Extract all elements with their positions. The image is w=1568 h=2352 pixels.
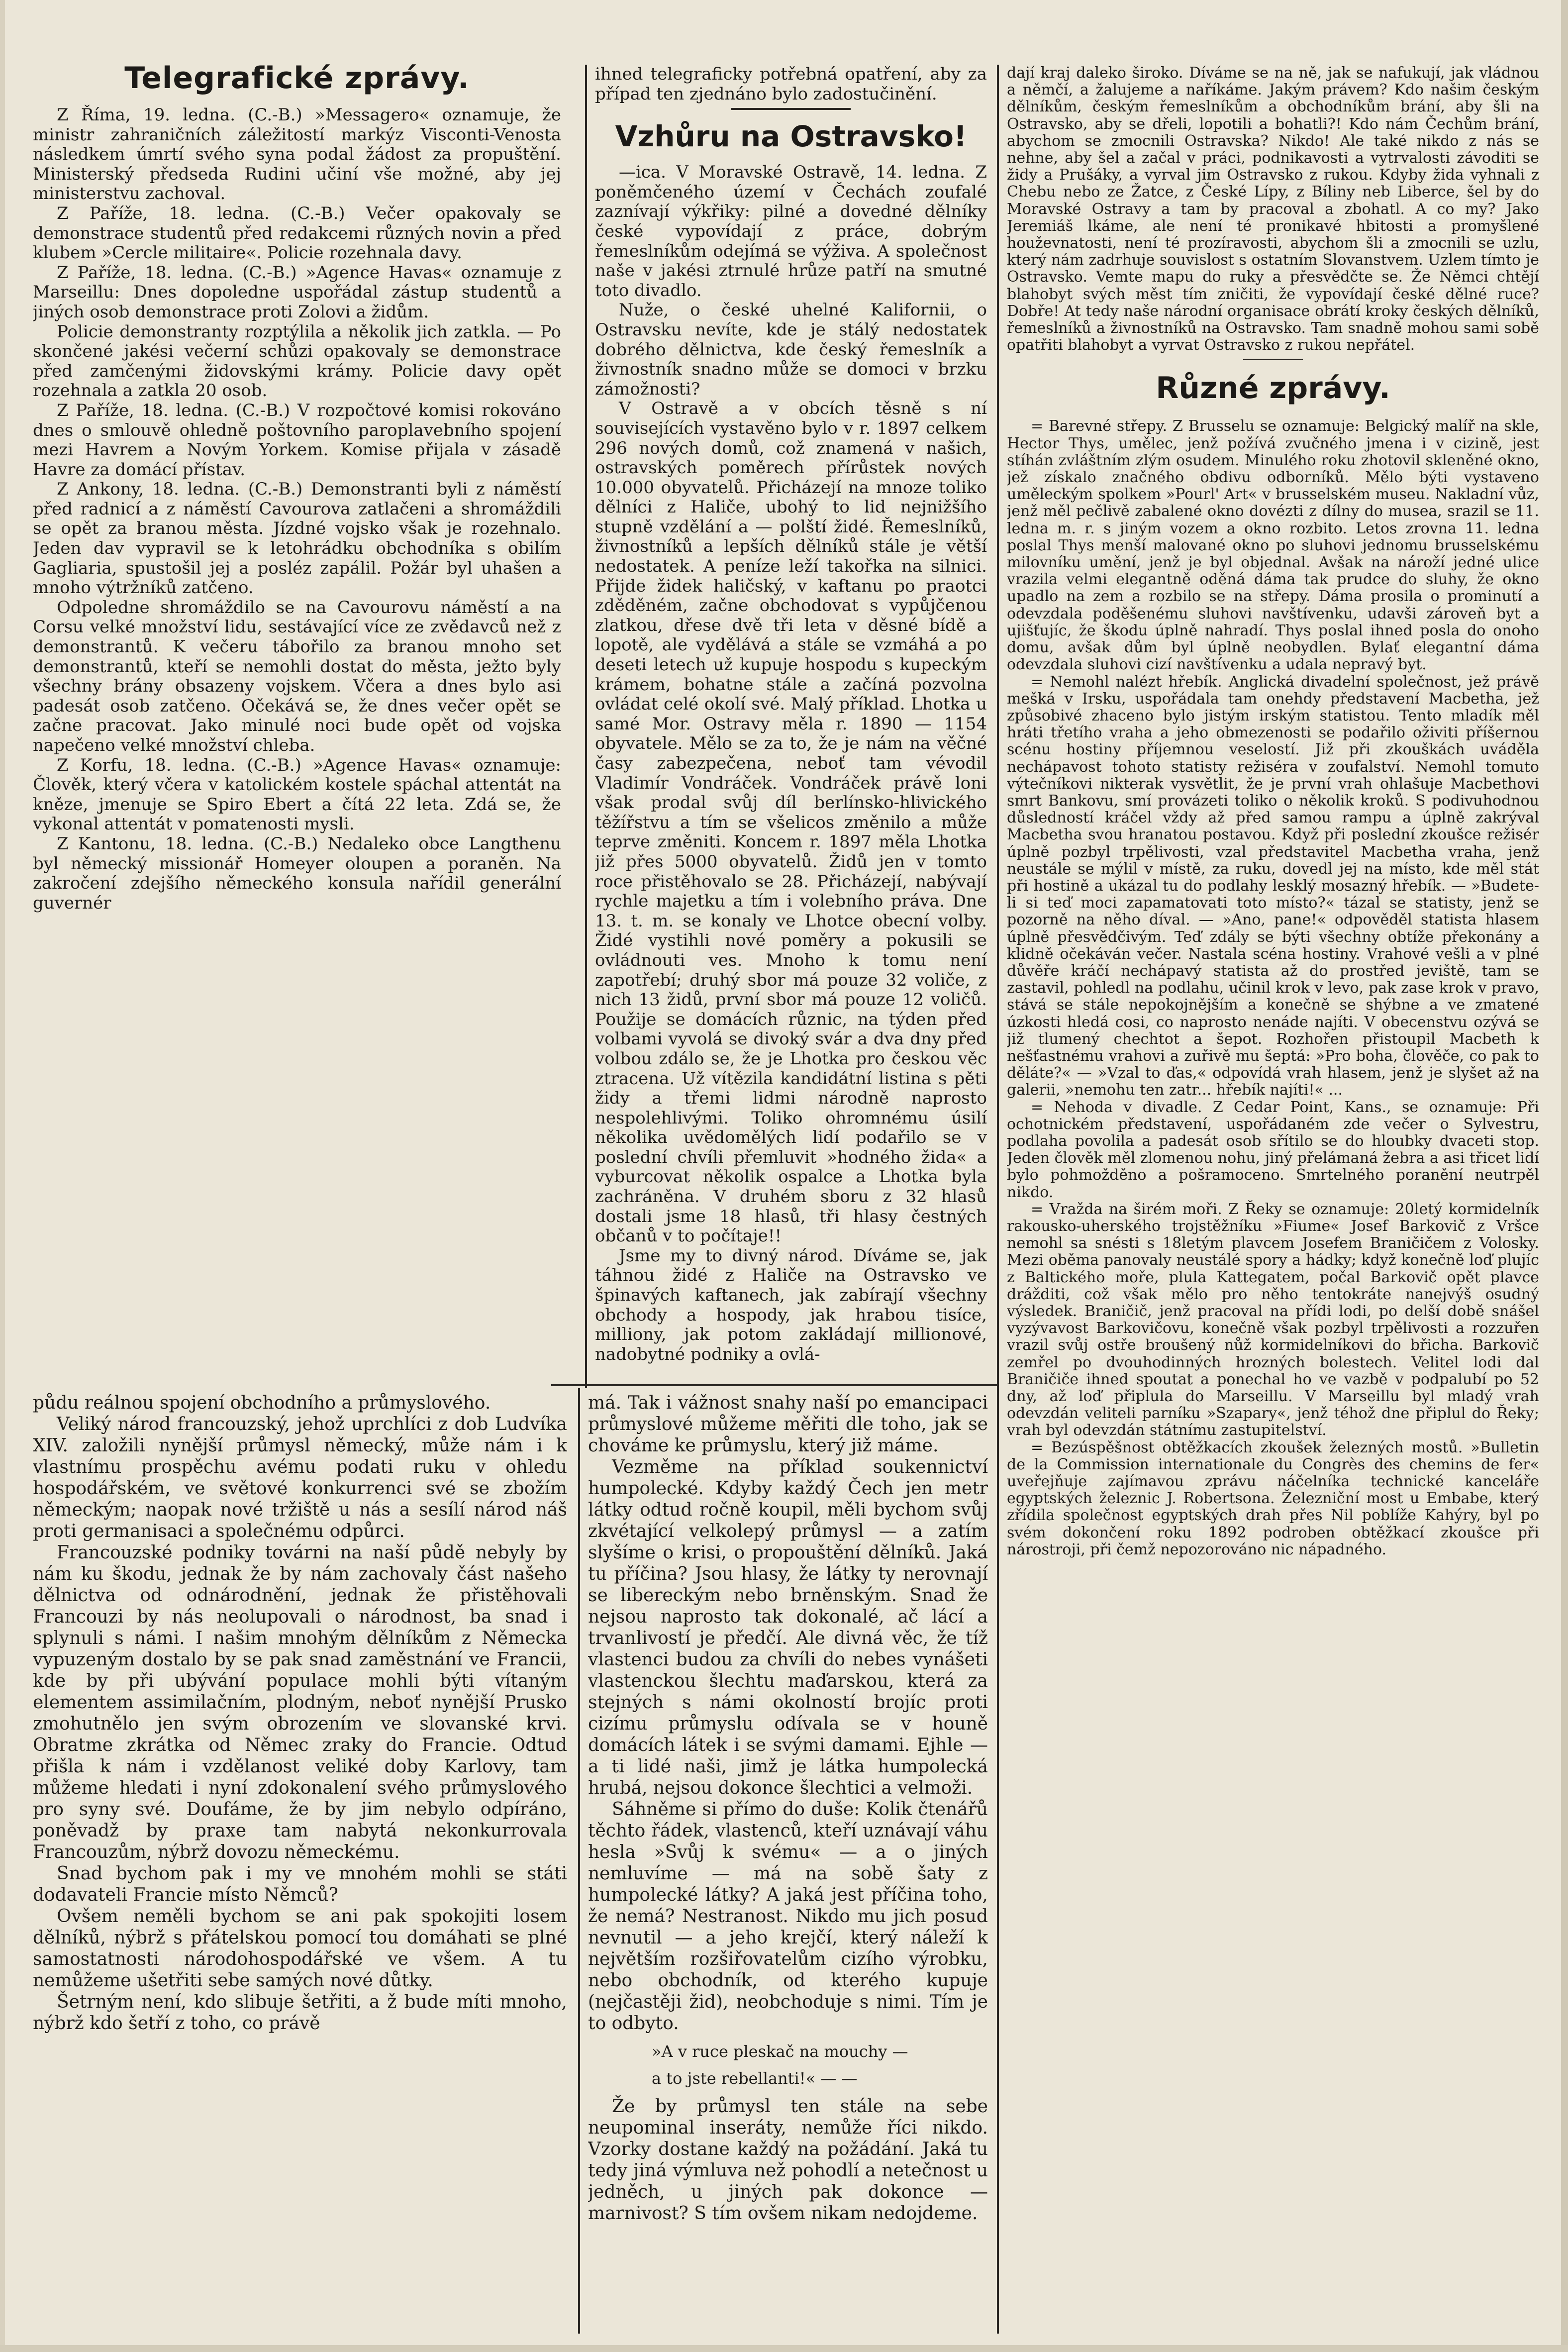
article-paragraph: Francouzské podniky továrni na naší půdě nebyly by nám ku škodu, jednak že by nám zachovaly část našeho dělnictva od odnárodnění, jednak že přistěhovali Francouzi by nás neolupovali o národnost, ba snad i splynuli s námi. I našim mnohým dělníkům z Německa vypuzeným dostalo by se pak snad zaměstnání ve Francii, kde by při ubývání populace mohli býti vítaným elementem assimilačním, plodným, neboť nynější Prusko zmohutnělo jen svým obrozením ve slovanské krvi. Obratme zkrátka od Němec zraky do Francie. Odtud přišla k nám i vzdělanost veliké doby Karlovy, tam můžeme hledati i nyní zdokonalení svého průmyslového pro syny své. Doufáme, že by jim nebylo odpíráno, poněvadž by praxe tam nabytá nekonkurrovala Francouzům, nýbrž dovozu německému. — [33, 1542, 567, 1862]
column-divider-2 — [997, 65, 999, 2334]
article-paragraph: Sáhněme si přímo do duše: Kolik čtenářů těchto řádek, vlastenců, kteří uznávají váhu hesla »Svůj k svému« — a o jiných nemluvíme — má na sobě šaty z humpolecké látky? A jaká jest příčina toho, že nemá? Nestranost. Nikdo mu jich posud nevnutil — a jeho krejčí, který náleží k největším rozšiřovatelům cizího výrobku, nebo obchodník, od kterého kupuje (nejčastěji žid), neobchoduje s nimi. Tím je to odbyto. — [588, 1799, 988, 2034]
poem-line: »A v ruce pleskač na mouchy — — [652, 2042, 908, 2061]
heading-telegraphic-news: Telegrafické zprávy. — [124, 61, 470, 96]
heading-ostravsko: Vzhůru na Ostravsko! — [615, 119, 967, 154]
column-divider-bottom — [578, 1388, 580, 2334]
news-item: Z Paříže, 18. ledna. (C.-B.) V rozpočtové komisi rokováno dnes o smlouvě ohledně poštovního paroplavebního spojení mezi Havrem a Novým Yorkem. Komise přijala v zásadě Havre za domácí přístav. — [33, 400, 561, 480]
misc-news-item: = Barevné střepy. Z Brusselu se oznamuje: Belgický malíř na skle, Hector Thys, umělec, jenž požívá zvučného jmena i v cizině, jest stíhán zvláštním zlým osudem. Minulého roku zhotovil skleněné okno, jež získalo značného obdivu odborníků. Mělo býti vystaveno uměleckým spolkem »Pourl' Art« v brusselském museu. Nakladní vůz, jenž měl pečlivě zabalené okno dovézti z dílny do musea, srazil se 11. ledna m. r. s jiným vozem a okno rozbito. Letos zrovna 11. ledna poslal Thys menší malované okno po sluhovi jednomu brusselskému milovníku umění, jenž je byl objednal. Avšak na nároží jedné ulice vrazila velmi elegantně oděná dáma tak prudce do sluhy, že okno upadlo na zem a rozbilo se na střepy. Dáma prosila o prominutí a odevzdala poděšenému sluhovi navštívenku, udavši zároveň byt a ujišťujíc, že škodu úplně nahradí. Thys poslal ihned posla do onoho domu, avšak dům byl úplně neobydlen. Bylať elegantní dáma odevzdala sluhovi cizí navštívenku a udala nepravý byt. — [1007, 417, 1539, 674]
article-paragraph: Jsme my to divný národ. Díváme se, jak táhnou židé z Haliče na Ostravsko ve špinavých kaftanech, jak zabírají všechny obchody a hospody, jak hrabou tisíce, milliony, jak potom zakládají millionové, nadobytné podniky a ovlá- — [595, 1245, 987, 1364]
article-paragraph: V Ostravě a v obcích těsně s ní souvisejících vystavěno bylo v r. 1897 celkem 296 nových domů, což znamená v našich, ostravských poměrech přírůstek nových 10.000 obyvatelů. Přicházejí na mnoze toliko dělníci z Haliče, ubohý to lid nejnižšího stupně vzdělání a — polští židé. Řemeslníků, živnostníků a lepších dělníků stále je větší nedostatek. A peníze leží takořka na silnici. Přijde židek haličský, v kaftanu po praotci zděděném, začne obchodovat s vypůjčenou zlatkou, dřese dvě tři leta v děsné bídě a lopotě, ale vydělává a stále se vzmáhá a po deseti letech už kupuje hospodu s kupeckým krámem, bohatne stále a začíná pozvolna ovládat celé okolí své. Malý příklad. Lhotka u samé Mor. Ostravy měla r. 1890 — 1154 obyvatele. Mělo se za to, že je nám na věčné časy zabezpečena, neboť tam vévodil Vladimír Vondráček. Vondráček právě loni však prodal svůj díl berlínsko-hlivického těžířstvu a tím se všelicos změnilo a může teprve změniti. Koncem r. 1897 měla Lhotka již přes 5000 obyvatelů. Židů jen v tomto roce přistěhovalo se 28. Přicházejí, nabývají rychle majetku a tím i volebního práva. Dne 13. t. m. se konaly ve Lhotce obecní volby. Židé vystihli nové poměry a pokusili se ovládnouti ves. Mnoho k tomu není zapotřebí; druhý sbor má pouze 32 voliče, z nich 13 židů, první sbor má pouze 12 voličů. Použije se domácích různic, na týden před volbami vyvolá se divoký svár a dva dny před volbou zdálo se, že je Lhotka pro českou věc ztracena. Už vítězila kandidátní listina s pěti židy a třemi lidmi národně naprosto nespolehlivými. Toliko ohromnému úsilí několika uvědomělých lidí podařilo se v poslední chvíli přemluvit »hodného žida« a vyburcovat několik ospalce a Lhotka byla zachráněna. V druhém sboru z 32 hlasů dostali jsme 18 hlasů, tři hlasy čestných občanů v to počítaje!! — [595, 399, 987, 1246]
news-item: Z Paříže, 18. ledna. (C.-B.) Večer opakovaly se demonstrace studentů před redakcemi různých novin a před klubem »Cercle militaire«. Policie rozehnala davy. — [33, 203, 561, 263]
article-paragraph: Vezměme na příklad soukennictví humpolecké. Kdyby každý Čech jen metr látky odtud ročně koupil, měli bychom svůj zkvétající velkolepý průmysl — a zatím slyšíme o krisi, o propouštění dělníků. Jaká tu příčina? Jsou hlasy, že látky ty nerovnají se libereckým nebo brněnským. Snad že nejsou naprosto tak dokonalé, ač lácí a trvanlivostí je předčí. Ale divná věc, že tíž vlastenci budou za chvíli do nebes vynášeti vlastenckou šlechtu maďarskou, která za stejných s námi okolností brojíc proti cizímu průmyslu odívala se v houně domácích látek i se svými damami. Ejhle — a ti lidé naši, jimž je látka humpolecká hrubá, nejsou dokonce šlechtici a velmoži. — [588, 1457, 988, 1798]
page-edge-left — [0, 0, 5, 2352]
news-item: Z Paříže, 18. ledna. (C.-B.) »Agence Havas« oznamuje z Marseillu: Dnes dopoledne uspořádal zástup studentů a jiných osob demonstrace proti Zolovi a židům. — [33, 262, 561, 322]
article-paragraph: Snad bychom pak i my ve mnohém mohli se státi dodavateli Francie místo Němců? — [33, 1863, 567, 1905]
article-paragraph: Že by průmysl ten stále na sebe neupominal inseráty, nemůže říci nikdo. Vzorky dostane každý na požádání. Jaká tu tedy jiná výmluva než pohodlí a netečnost u jedněch, u jiných pak dokonce — marnivost? S tím ovšem nikam nedojdeme. — [588, 2096, 988, 2224]
article-paragraph: má. Tak i vážnost snahy naší po emancipaci průmyslové můžeme měřiti dle toho, jak se chováme ke průmyslu, který již máme. — [588, 1393, 988, 1456]
article-continuation: dají kraj daleko široko. Díváme se na ně, jak se nafukují, jak vládnou a němčí, a žalujeme a naříkáme. Jakým právem? Kdo našim českým dělníkům, českým řemeslníkům a obchodníkům brání, aby šli na Ostravsko, aby se dřeli, lopotili a bohatli?! Kdo nám Čechům brání, abychom se zmocnili Ostravska? Nikdo! Ale také nikdo z nás se nehne, aby šel a začal v práci, podnikavosti a vytrvalosti závoditi se židy a Prušáky, a vyrval jim Ostravsko z rukou. Kdyby žida vyhnali z Chebu nebo ze Žatce, z České Lípy, z Bíliny neb Liberce, šel by do Moravské Ostravy a tam by pracoval a zbohatl. A co my? Jako Jeremiáš lkáme, ale není té pronikavé hbitosti a promyšlené houževnatosti, není té prozíravosti, abychom šli a zmocnili se uzlu, který nám zadrhuje souvislost s ostatním Slovanstvem. Uzlem tímto je Ostravsko. Vemte mapu do ruky a přesvědčte se. Že Němci chtějí blahobyt svých měst tím zničiti, že vypovídají české dělné ruce? Dobře! At tedy naše národní organisace obrátí kroky českých dělníků, řemeslníků a živnostníků na Ostravsko. Tam snadně mohou sami sobě opatřiti blahobyt a vyrvat Ostravsko z rukou nepřátel. — [1007, 65, 1539, 354]
column-miscellaneous — [1007, 65, 1539, 2334]
section-divider — [551, 1384, 997, 1386]
article-paragraph: Šetrným není, kdo slibuje šetřiti, a ž bude míti mnoho, nýbrž kdo šetří z toho, co právě — [33, 1992, 567, 2034]
column-bottom-right — [588, 1392, 988, 2328]
news-item: Odpoledne shromáždilo se na Cavourovu náměstí a na Corsu velké množství lidu, sestávající více ze zvědavců než z demonstrantů. K večeru tábořilo za branou mnoho set demonstrantů, kteří se nemohli dostat do města, ježto byly všechny brány obsazeny vojskem. Včera a dnes bylo asi padesát osob zatčeno. Očekává se, že dnes večer opět se začne pracovat. Jako minulé noci bude opět od vojska napečeno velké množství chleba. — [33, 597, 561, 755]
heading-miscellaneous: Různé zprávy. — [1156, 371, 1390, 406]
intro-text: ihned telegraficky potřebná opatření, aby za případ ten zjednáno bylo zadostučinění. — [595, 65, 987, 104]
article-paragraph: Ovšem neměli bychom se ani pak spokojiti losem dělníků, nýbrž s přátelskou pomocí tou domáhati se plné samostatnosti národohospodářské ve všem. A tu nemůžeme ušetřiti sebe samých nové důtky. — [33, 1906, 567, 1991]
news-item: Z Korfu, 18. ledna. (C.-B.) »Agence Havas« oznamuje: Člověk, který včera v katolickém kostele spáchal attentát na kněze, jmenuje se Spiro Ebert a čítá 22 leta. Zdá se, že vykonal attentát v pomatenosti mysli. — [33, 755, 561, 834]
misc-news-item: = Bezúspěšnost obtěžkacích zkoušek železných mostů. »Bulletin de la Commission internationale du Congrès des chemins de fer« uveřejňuje zajímavou zprávu náčelníka technické kanceláře egyptských železnic J. Robertsona. Železniční most u Embabe, který zřídila společnost egyptských drah přes Nil poblíže Kahýry, byl po svém dokončení roku 1892 podroben obtěžkací zkoušce při nárostroji, při čemž nepozorováno nic nápadného. — [1007, 1438, 1539, 1558]
page-edge-right — [1561, 0, 1568, 2352]
column-divider-1 — [585, 65, 587, 1388]
article-paragraph: Nuže, o české uhelné Kalifornii, o Ostravsku nevíte, kde je stálý nedostatek dobrého dělnictva, kde český řemeslník a živnostník snadno může se domoci v brzku zámožnosti? — [595, 300, 987, 399]
poem-line: a to jste rebellanti!« — — — [652, 2069, 858, 2088]
news-item: Z Říma, 19. ledna. (C.-B.) »Messagero« oznamuje, že ministr zahraničních záležitostí markýz Visconti-Venosta následkem úmrtí svého syna podal žádost za propuštění. Ministerský předseda Rudini učiní vše možné, aby jej ministerstvu zachoval. — [33, 105, 561, 204]
column-bottom-left — [33, 1392, 567, 2328]
misc-news-item: = Nehoda v divadle. Z Cedar Point, Kans., se oznamuje: Při ochotnickém představení, uspořádaném zde večer o Sylvestru, podlaha povolila a padesát osob sřítilo se do hloubky dvaceti stop. Jeden člověk měl zlomenou nohu, jiný přelámaná žebra a asi třicet lidí bylo pohmožděno a pošramoceno. Smrtelného poranění neutrpěl nikdo. — [1007, 1098, 1539, 1201]
page-edge-bottom — [0, 2345, 1568, 2352]
article-paragraph: Veliký národ francouzský, jehož uprchlíci z dob Ludvíka XIV. založili nynější průmysl německý, může nám i k vlastnímu prospěchu avému podati ruku v ohledu hospodářském, ve světové konkurrenci své se zbožím německým; naopak nové tržiště u nás a sesílí národ náš proti germanisaci a společnému odpůrci. — [33, 1414, 567, 1541]
heading-rule — [731, 108, 851, 110]
heading-rule — [1243, 359, 1303, 360]
news-item: Policie demonstranty rozptýlila a několik jich zatkla. — Po skončené jakési večerní schůzi opakovaly se demonstrace před zamčenými židovskými krámy. Policie davy opět rozehnala a zatkla 20 osob. — [33, 321, 561, 401]
news-item: Z Ankony, 18. ledna. (C.-B.) Demonstranti byli z náměstí před radnicí a z náměstí Cavourova zatlačeni a shromáždili se opět za branou města. Jízdné vojsko však je rozehnalo. Jeden dav vypravil se k letohrádku obchodníka s obilím Gagliaria, spustošil jej a posléz zapálil. Požár byl uhašen a mnoho výtržníků zatčeno. — [33, 479, 561, 598]
column-ostravsko — [595, 65, 987, 1378]
article-paragraph: —ica. V Moravské Ostravě, 14. ledna. Z poněmčeného území v Čechách zoufalé zaznívají výkřiky: pilné a dovedné dělníky české vypovídají z práce, dobrým řemeslníkům odejímá se výživa. A společnost naše v jakési ztrnulé hrůze patří na smutné toto divadlo. — [595, 162, 987, 301]
column-telegraphic-news — [33, 56, 561, 1379]
article-paragraph: půdu reálnou spojení obchodního a průmyslového. — [33, 1393, 491, 1413]
misc-news-item: = Vražda na širém moři. Z Řeky se oznamuje: 20letý kormidelník rakousko-uherského trojstěžníku »Fiume« Josef Barkovič z Vršce nemohl sa snésti s 18letým plavcem Josefem Braničičem z Volosky. Mezi oběma panovaly neustálé spory a hádky; když konečně loď plujíc z Baltického moře, plula Kattegatem, počal Barkovič opět plavce drážditi, což však mělo pro něho tentokráte nanejvýš osudný výsledek. Braničič, jenž pracoval na přídi lodi, po delší době snášel vyzývavost Barkovičovu, konečně však pozbyl trpělivosti a rozzuřen vrazil svůj ostře broušený nůž kormidelníkovi do břicha. Barkovič zemřel po dvouhodinných hrozných bolestech. Velitel lodi dal Braničiče ihned spoutat a ponechal ho ve vazbě v podpalubí po 52 dny, až loď připlula do Marseillu. V Marseillu byl mladý vrah odevzdán veliteli parníku »Szapary«, jenž téhož dne připlul do Řeky; vrah byl odevzdán státnímu zastupitelství. — [1007, 1200, 1539, 1439]
misc-news-item: = Nemohl nalézt hřebík. Anglická divadelní společnost, jež právě mešká v Irsku, uspořádala tam onehdy představení Macbetha, jež způsobivé zhaceno bylo jistým irským statistou. Tento mladík měl hráti třetího vraha a jeho obmezenosti se podařilo oživiti příšernou scénu hostiny příjemnou veselostí. Již při zkouškách uváděla nechápavost tohoto statisty režiséra v zoufalství. Nemohl tomuto výtečníkovi nikterak vysvětlit, že je první vrah ohlašuje Macbethovi smrt Bankovu, smí provázeti toliko o několik kroků. S podivuhodnou důsledností kráčel vždy až před samou rampu a úplně zakrýval Macbetha svou hranatou postavou. Když při poslední zkoušce režisér úplně pozbyl trpělivosti, vzal představitel Macbetha vraha, jenž neustále se mýlil v místě, za ruku, dovedl jej na místo, kde měl stát při hostině a ukázal tu do podlahy lesklý mosazný hřebík. — »Budete-li si teď moci zapamatovati toto místo?« tázal se statisty, jenž se pozorně na něho díval. — »Ano, pane!« odpověděl statista hlasem úplně přesvědčivým. Teď zdály se býti všechny obtíže překonány a klidně očekáván večer. Nastala scéna hostiny. Vrahové vešli a v plné důvěře kráčí nechápavý statista až do prostřed jeviště, tam se zastavil, pohledl na podlahu, učinil krok v levo, pak zase krok v pravo, stává se stále nepokojnějším a konečně se shýbne a ve zmatené úzkosti hledá cosi, co naprosto nenáde najíti. V obecenstvu ozývá se již tlumený chechtot a šepot. Rozhořen přistoupil Macbeth k nešťastnému vrahovi a zuřivě mu šeptá: »Pro boha, člověče, co pak to děláte?« — »Vzal to ďas,« odpovídá vrah hlasem, jenž je slyšet až na galerii, »nemohu ten zatr... hřebík najíti!« ... — [1007, 673, 1539, 1099]
news-item: Z Kantonu, 18. ledna. (C.-B.) Nedaleko obce Langthenu byl německý missionář Homeyer oloupen a poraněn. Na zakročení zdejšího německého konsula nařídil generální guvernér — [33, 833, 561, 913]
